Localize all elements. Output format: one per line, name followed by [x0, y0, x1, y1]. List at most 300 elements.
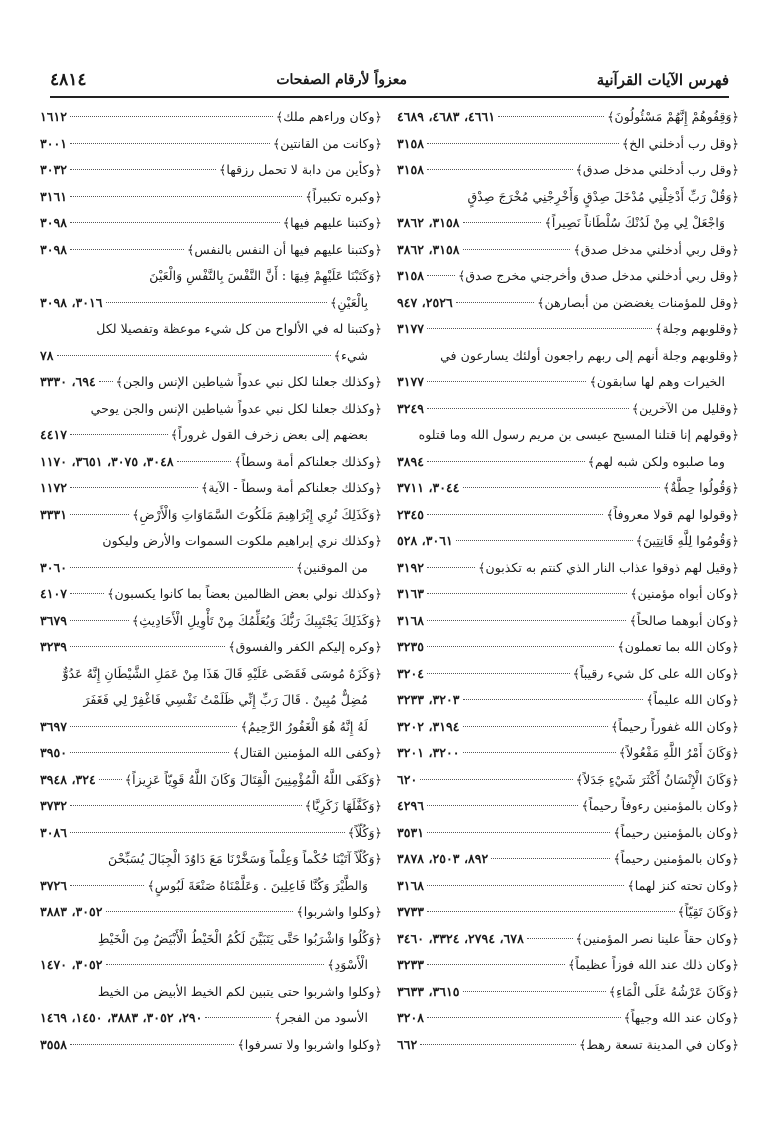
- entry-line: [397, 555, 739, 582]
- page-refs: ٣١٦١: [40, 188, 68, 204]
- index-entry: [397, 502, 739, 529]
- index-entry: [40, 608, 382, 635]
- dot-leader: [70, 249, 184, 250]
- verse-text: ﴿وكلوا واشربوا﴾: [296, 904, 382, 919]
- entry-line: [397, 687, 739, 714]
- verse-text: ﴿وَكَانَ تَقِيّاً﴾: [677, 904, 739, 919]
- page-refs: ٣١٧٧: [397, 321, 425, 336]
- entry-line: [40, 1005, 382, 1032]
- verse-text: ﴿وكان بالمؤمنين رءوفاً رحيماً﴾: [581, 798, 739, 813]
- page-refs: ٤٤١٧: [40, 427, 68, 442]
- verse-text: لَهُ إِنَّهُ هُوَ الْغَفُورُ الرَّحِيمُ﴾: [240, 718, 368, 734]
- page-refs: ٦٢٠: [397, 771, 418, 787]
- dot-leader: [427, 832, 610, 833]
- entry-line: [40, 899, 382, 926]
- page-refs: ٣١٩٢: [397, 559, 425, 575]
- page-refs: ٣١٩٤، ٣٢٠٢: [397, 718, 460, 734]
- index-entry: [397, 873, 739, 900]
- verse-text: ﴿وَقُولُوا حِطَّةٌ﴾: [662, 480, 739, 495]
- index-entry: [40, 926, 382, 979]
- entry-line: [40, 714, 382, 741]
- verse-text: ﴿وكذلك جعلناكم أمة وسطاً - الآية﴾: [201, 480, 382, 495]
- dot-leader: [463, 249, 571, 250]
- index-entry: [40, 502, 382, 529]
- page-refs: ٣٢٣٣: [397, 957, 425, 972]
- index-entry: [397, 793, 739, 820]
- dot-leader: [70, 143, 270, 144]
- entry-line: [40, 793, 382, 820]
- verse-text: ﴿وقلوبهم وجلة﴾: [654, 321, 739, 336]
- index-entry: [40, 131, 382, 158]
- page-refs: ٣٧٣٢: [40, 798, 68, 813]
- index-entry: [397, 714, 739, 741]
- verse-text: بِالْعَيْنِ﴾: [329, 294, 368, 310]
- entry-line: [397, 873, 739, 900]
- dot-leader: [70, 646, 225, 647]
- page-refs: ٣٧٢٦: [40, 877, 68, 893]
- index-entry: [397, 237, 739, 264]
- verse-text: ﴿وقليل من الآخرين﴾: [631, 400, 739, 416]
- index-entry: [397, 1032, 739, 1059]
- dot-leader: [463, 726, 608, 727]
- index-entry: [397, 184, 739, 237]
- entry-line: [40, 104, 382, 131]
- page-refs: ٣٠٥٢، ١٤٧٠: [40, 957, 103, 972]
- entry-line: [397, 793, 739, 820]
- index-entry: [397, 475, 739, 502]
- index-entry: [397, 157, 739, 184]
- entry-line: [40, 820, 382, 847]
- dot-leader: [463, 752, 616, 753]
- index-entry: [397, 634, 739, 661]
- dot-leader: [70, 487, 198, 488]
- dot-leader: [427, 620, 626, 621]
- index-entry: [397, 422, 739, 475]
- verse-text: ﴿وكذلك جعلنا لكل نبي عدواً شياطين الإنس والجن يوحي: [90, 400, 382, 416]
- page-refs: ٦٦٢: [397, 1036, 418, 1052]
- dot-leader: [70, 1044, 234, 1045]
- dot-leader: [70, 434, 168, 435]
- index-entry: [397, 740, 739, 767]
- dot-leader: [205, 1017, 271, 1018]
- verse-text: وَاجْعَلْ لِي مِنْ لَدُنْكَ سُلْطَاناً نَصِيراً﴾: [544, 215, 725, 230]
- entry-line: [397, 502, 739, 529]
- verse-text: ﴿وكان الله على كل شيء رقيباً﴾: [572, 665, 739, 681]
- verse-text: مُضِلٌّ مُبِينٌ . قَالَ رَبِّ إِنِّي ظَلَمْتُ نَفْسِي فَاغْفِرْ لِي فَغَفَرَ: [83, 692, 368, 707]
- index-entry: [397, 528, 739, 555]
- entry-line: [397, 237, 739, 264]
- page-refs: ٣٦٩٧: [40, 718, 68, 734]
- entry-line: [40, 1032, 382, 1059]
- index-entry: [40, 1032, 382, 1059]
- entry-line: [397, 608, 739, 635]
- index-entry: [40, 767, 382, 794]
- dot-leader: [427, 514, 603, 515]
- verse-text: ﴿وَكَذَلِكَ يَجْتَبِيكَ رَبُّكَ وَيُعَلِّمُكَ مِنْ تَأْوِيلِ الْأَحَادِيثِ﴾: [131, 612, 382, 628]
- verse-text: ﴿وكان بالمؤمنين رحيماً﴾: [613, 824, 739, 840]
- verse-text: ﴿وقل ربي أدخلني مدخل صدق﴾: [573, 241, 739, 257]
- entry-line: [397, 157, 739, 184]
- entry-line: [40, 502, 382, 529]
- dot-leader: [427, 911, 674, 912]
- dot-leader: [70, 885, 144, 886]
- index-entry: [40, 316, 382, 369]
- verse-text: ﴿وقلوبهم وجلة أنهم إلى ربهم راجعون أولئك يسارعون في: [440, 347, 739, 363]
- entry-line: [397, 581, 739, 608]
- page-refs: ٣١٧٧: [397, 374, 425, 389]
- index-entry: [40, 263, 382, 316]
- index-entry: [397, 396, 739, 423]
- entry-line: [40, 555, 382, 582]
- index-entry: [40, 475, 382, 502]
- entry-line: [40, 210, 382, 237]
- entry-line: [397, 369, 739, 396]
- entry-line: [40, 449, 382, 476]
- entry-line: [40, 767, 382, 794]
- dot-leader: [177, 461, 232, 462]
- dot-leader: [70, 620, 129, 621]
- verse-text: ﴿وكان الله عليماً﴾: [646, 692, 739, 707]
- index-entry: [397, 979, 739, 1006]
- page-refs: ٣٠٩٨: [40, 241, 68, 257]
- verse-text: ﴿وكأين من دابة لا تحمل رزقها﴾: [219, 162, 382, 177]
- verse-text: ﴿وكلوا واشربوا ولا تسرفوا﴾: [237, 1036, 382, 1052]
- entry-line: [397, 449, 739, 476]
- dot-leader: [70, 567, 293, 568]
- verse-text: ﴿وقل ربي أدخلني مدخل صدق وأخرجني مخرج صدق﴾: [457, 268, 739, 283]
- dot-leader: [70, 222, 280, 223]
- page-refs: ٣١٦٨: [397, 877, 425, 893]
- verse-text: ﴿وكان حقاً علينا نصر المؤمنين﴾: [575, 930, 739, 946]
- verse-text: وَالطَّيْرَ وَكُنَّا فَاعِلِينَ . وَعَلَّمْنَاهُ صَنْعَةَ لَبُوسٍ﴾: [147, 877, 368, 893]
- page-refs: ٣٢٣٥: [397, 639, 425, 654]
- page-refs: ٣١٥٨: [397, 268, 425, 283]
- index-entry: [397, 661, 739, 688]
- dot-leader: [70, 832, 345, 833]
- verse-text: ﴿وكان أبواه مؤمنين﴾: [630, 586, 739, 601]
- dot-leader: [427, 275, 455, 276]
- page-refs: ٢٥٢٦، ٩٤٧: [397, 294, 453, 310]
- page-refs: ٣٢٤٩: [397, 400, 425, 416]
- entry-line: [397, 952, 739, 979]
- verse-text: ﴿وَكَانَ الْإِنْسَانُ أَكْثَرَ شَيْءٍ جَدَلاً﴾: [575, 771, 739, 787]
- entry-line: [40, 634, 382, 661]
- entry-line: [397, 316, 739, 343]
- dot-leader: [427, 805, 578, 806]
- index-columns: [32, 104, 747, 1058]
- entry-line: [40, 369, 382, 396]
- index-entry: [397, 767, 739, 794]
- entry-line: [397, 846, 739, 873]
- dot-leader: [456, 540, 633, 541]
- dot-leader: [427, 567, 475, 568]
- dot-leader: [70, 116, 273, 117]
- verse-text: ﴿وكان بالمؤمنين رحيماً﴾: [613, 851, 739, 866]
- verse-text: شيء﴾: [333, 347, 368, 363]
- index-entry: [40, 237, 382, 264]
- verse-text: بعضهم إلى بعض زخرف القول غروراً﴾: [170, 427, 368, 442]
- index-entry: [397, 846, 739, 873]
- dot-leader: [427, 381, 586, 382]
- dot-leader: [99, 779, 122, 780]
- verse-text: ﴿وقولهم إنا قتلنا المسيح عيسى بن مريم رسول الله وما قتلوه: [418, 427, 739, 442]
- page-refs: ٣٠٩٨: [40, 215, 68, 230]
- verse-text: ﴿وَكَفَّلَهَا زَكَرِيَّا﴾: [304, 798, 382, 813]
- verse-text: ﴿وكذلك جعلناكم أمة وسطاً﴾: [234, 453, 382, 469]
- entry-line: [397, 104, 739, 131]
- index-entry: [40, 449, 382, 476]
- verse-text: ﴿وكتبنا عليهم فيها﴾: [282, 215, 382, 230]
- entry-line: [40, 290, 382, 317]
- dot-leader: [427, 964, 565, 965]
- page-refs: ١١٧٢: [40, 480, 68, 495]
- page-refs: ٣٠٤٨، ٣٠٧٥، ٣٦٥١، ١١٧٠: [40, 453, 174, 469]
- entry-line: [40, 581, 382, 608]
- dot-leader: [527, 938, 573, 939]
- page-refs: ٨٩٢، ٢٥٠٣، ٣٨٧٨: [397, 851, 489, 866]
- dot-leader: [57, 355, 331, 356]
- dot-leader: [498, 116, 604, 117]
- verse-text: ﴿وقل للمؤمنات يغضضن من أبصارهن﴾: [537, 294, 739, 310]
- page-number: ٤٨١٤: [50, 70, 87, 90]
- dot-leader: [106, 964, 325, 965]
- page-refs: ٣١٥٨: [397, 135, 425, 151]
- dot-leader: [106, 302, 327, 303]
- page-refs: ٣٠٥٢، ٣٨٨٣: [40, 904, 103, 919]
- verse-text: ﴿وكفى الله المؤمنين القتال﴾: [232, 745, 382, 760]
- verse-text: ﴿وَكَتَبْنَا عَلَيْهِمْ فِيهَا : أَنَّ النَّفْسَ بِالنَّفْسِ وَالْعَيْنَ: [149, 268, 382, 283]
- index-entry: [40, 396, 382, 449]
- index-subtitle: معزواً لأرقام الصفحات: [276, 72, 407, 88]
- verse-text: ﴿وقيل لهم ذوقوا عذاب النار الذي كنتم به تكذبون﴾: [478, 559, 739, 575]
- entry-line: [40, 740, 382, 767]
- page-refs: ٦٩٤، ٣٣٣٠: [40, 374, 96, 389]
- entry-line: [397, 714, 739, 741]
- dot-leader: [427, 408, 629, 409]
- verse-text: الْأَسْوَدِ﴾: [327, 957, 368, 972]
- verse-text: ﴿وَكَانَ أَمْرُ اللَّهِ مَفْعُولاً﴾: [618, 745, 739, 760]
- index-entry: [40, 793, 382, 820]
- verse-text: وما صلبوه ولكن شبه لهم﴾: [587, 453, 725, 469]
- index-entry: [397, 263, 739, 290]
- entry-line: [40, 873, 382, 900]
- dot-leader: [70, 805, 302, 806]
- index-entry: [397, 899, 739, 926]
- entry-line: [397, 899, 739, 926]
- dot-leader: [427, 143, 619, 144]
- index-entry: [40, 104, 382, 131]
- dot-leader: [420, 1044, 576, 1045]
- page-refs: ٣٠١٦، ٣٠٩٨: [40, 294, 103, 310]
- entry-line: [397, 767, 739, 794]
- entry-line: [397, 1005, 739, 1032]
- page-refs: ٣١٥٨، ٣٨٦٢: [397, 241, 460, 257]
- index-entry: [397, 343, 739, 396]
- verse-text: ﴿وكان ذلك عند الله فوزاً عظيماً﴾: [567, 957, 739, 972]
- page-refs: ٦٧٨، ٢٧٩٤، ٣٣٢٤، ٣٤٦٠: [397, 930, 524, 946]
- page-refs: ٣٥٥٨: [40, 1036, 68, 1052]
- index-entry: [40, 581, 382, 608]
- page-header: [32, 66, 747, 94]
- dot-leader: [70, 752, 229, 753]
- page-refs: ٣٨٩٤: [397, 453, 425, 469]
- entry-line: [397, 1032, 739, 1059]
- index-entry: [40, 820, 382, 847]
- verse-text: ﴿وكذلك جعلنا لكل نبي عدواً شياطين الإنس والجن﴾: [115, 374, 382, 389]
- index-entry: [397, 581, 739, 608]
- index-entry: [40, 210, 382, 237]
- verse-text: ﴿وكان وراءهم ملك﴾: [275, 109, 382, 124]
- verse-text: ﴿وكره إليكم الكفر والفسوق﴾: [228, 639, 382, 654]
- verse-text: ﴿وكذلك نولي بعض الظالمين بعضاً بما كانوا يكسبون﴾: [107, 586, 382, 601]
- page-refs: ٣٣٣١: [40, 506, 68, 522]
- index-entry: [397, 687, 739, 714]
- index-entry: [397, 131, 739, 158]
- page-refs: ٣٠٦٠: [40, 559, 68, 575]
- verse-text: ﴿وكلوا واشربوا حتى يتبين لكم الخيط الأبيض من الخيط: [97, 983, 382, 999]
- dot-leader: [463, 699, 644, 700]
- verse-text: ﴿وقولوا لهم قولا معروفاً﴾: [606, 506, 739, 522]
- entry-line: [397, 263, 739, 290]
- dot-leader: [463, 222, 542, 223]
- dot-leader: [70, 196, 302, 197]
- dot-leader: [70, 169, 216, 170]
- left-column: [40, 104, 382, 1058]
- page-refs: ٣١٦٨: [397, 612, 425, 628]
- entry-line: [397, 820, 739, 847]
- entry-line: [397, 661, 739, 688]
- page-refs: ٣٢٠٠، ٣٢٠١: [397, 745, 460, 760]
- page-refs: ٣٧٣٣: [397, 904, 425, 919]
- right-column: [397, 104, 739, 1058]
- page-refs: ٣٢٠٤: [397, 665, 425, 681]
- index-entry: [397, 926, 739, 953]
- index-entry: [397, 1005, 739, 1032]
- index-entry: [40, 740, 382, 767]
- index-entry: [397, 316, 739, 343]
- page-refs: ٣٢٣٩: [40, 639, 68, 654]
- entry-line: [40, 608, 382, 635]
- verse-text: ﴿وكتبنا عليهم فيها أن النفس بالنفس﴾: [187, 241, 382, 257]
- page-refs: ٣٠٦١، ٥٢٨: [397, 533, 453, 548]
- verse-text: ﴿وَكَزَهُ مُوسَى فَقَضَى عَلَيْهِ قَالَ هَذَا مِنْ عَمَلِ الشَّيْطَانِ إِنَّهُ عَدُوٌّ: [62, 665, 382, 681]
- entry-line: [397, 740, 739, 767]
- verse-text: الخيرات وهم لها سابقون﴾: [589, 374, 725, 389]
- verse-text: ﴿وَقُلْ رَبِّ أَدْخِلْنِي مُدْخَلَ صِدْقٍ وَأَخْرِجْنِي مُخْرَجَ صِدْقٍ: [467, 188, 739, 204]
- verse-text: ﴿وكان في المدينة تسعة رهط﴾: [579, 1036, 739, 1052]
- index-entry: [40, 634, 382, 661]
- header-rule: [50, 96, 729, 98]
- verse-text: ﴿وَكَذَلِكَ نُرِي إِبْرَاهِيمَ مَلَكُوتَ السَّمَاوَاتِ وَالْأَرْضِ﴾: [132, 506, 382, 522]
- verse-text: ﴿وقل رب أدخلني الخ﴾: [621, 135, 739, 151]
- entry-line: [397, 475, 739, 502]
- dot-leader: [456, 302, 534, 303]
- index-entry: [40, 979, 382, 1032]
- index-entry: [40, 184, 382, 211]
- verse-text: ﴿وكان تحته كنز لهما﴾: [627, 877, 739, 893]
- verse-text: ﴿وَقِفُوهُمْ إِنَّهُمْ مَسْئُولُونَ﴾: [607, 109, 739, 124]
- page-refs: ٣٩٥٠: [40, 745, 68, 760]
- verse-text: ﴿وقل رب أدخلني مدخل صدق﴾: [575, 162, 739, 177]
- index-title: فهرس الآيات القرآنية: [596, 71, 729, 89]
- index-entry: [40, 846, 382, 899]
- page-refs: ٤١٠٧: [40, 586, 68, 601]
- dot-leader: [427, 1017, 621, 1018]
- dot-leader: [427, 885, 624, 886]
- page-refs: ٢٣٤٥: [397, 506, 425, 522]
- dot-leader: [491, 858, 610, 859]
- index-entry: [40, 528, 382, 581]
- verse-text: ﴿وكتبنا له في الألواح من كل شيء موعظة وتفصيلا لكل: [96, 321, 382, 336]
- entry-line: [40, 157, 382, 184]
- index-entry: [40, 157, 382, 184]
- entry-line: [40, 343, 382, 370]
- dot-leader: [427, 461, 585, 462]
- verse-text: ﴿وكذلك نري إبراهيم ملكوت السموات والأرض وليكون: [102, 533, 382, 548]
- entry-line: [397, 528, 739, 555]
- page-refs: ٣٥٣١: [397, 824, 425, 840]
- entry-line: [397, 634, 739, 661]
- entry-line: [397, 926, 739, 953]
- page-refs: ٣١٥٨: [397, 162, 425, 177]
- dot-leader: [427, 169, 572, 170]
- page-refs: ٢٩٠، ٣٠٥٢، ٣٨٨٣، ١٤٥٠، ١٤٦٩: [40, 1010, 203, 1025]
- dot-leader: [99, 381, 113, 382]
- dot-leader: [463, 487, 660, 488]
- page-refs: ٣٢٤، ٣٩٤٨: [40, 771, 96, 787]
- entry-line: [40, 475, 382, 502]
- entry-line: [40, 131, 382, 158]
- verse-text: ﴿وكانت من القانتين﴾: [272, 135, 382, 151]
- index-entry: [397, 104, 739, 131]
- index-entry: [397, 608, 739, 635]
- index-entry: [397, 820, 739, 847]
- page-refs: ٤٦٦١، ٤٦٨٣، ٤٦٨٩: [397, 109, 496, 124]
- page-refs: ٣١٥٨، ٣٨٦٢: [397, 215, 460, 230]
- verse-text: ﴿وكان الله بما تعملون﴾: [617, 639, 739, 654]
- verse-text: ﴿وَكَانَ عَرْشُهُ عَلَى الْمَاءِ﴾: [608, 983, 739, 999]
- page-refs: ٣٠٤٤، ٣٧١١: [397, 480, 460, 495]
- verse-text: ﴿وكبره تكبيراً﴾: [305, 188, 382, 204]
- entry-line: [40, 237, 382, 264]
- index-entry: [397, 952, 739, 979]
- page-refs: ٧٨: [40, 347, 54, 363]
- dot-leader: [106, 911, 294, 912]
- entry-line: [397, 290, 739, 317]
- page-refs: ٤٢٩٦: [397, 798, 425, 813]
- verse-text: ﴿وكان الله غفوراً رحيماً﴾: [610, 718, 739, 734]
- index-entry: [40, 899, 382, 926]
- dot-leader: [70, 593, 104, 594]
- dot-leader: [463, 991, 606, 992]
- page-refs: ٣٠٣٢: [40, 162, 68, 177]
- dot-leader: [427, 673, 570, 674]
- entry-line: [40, 952, 382, 979]
- page-refs: ٣٦١٥، ٣٦٣٣: [397, 983, 460, 999]
- verse-text: من الموقنين﴾: [295, 559, 368, 575]
- verse-text: ﴿وَكُلّاً آتَيْنَا حُكْماً وَعِلْماً وَسَخَّرْنَا مَعَ دَاوُدَ الْجِبَالَ يُسَبِّحْنَ: [108, 851, 382, 866]
- verse-text: ﴿وكان أبوهما صالحاً﴾: [629, 612, 739, 628]
- verse-text: ﴿وكان عند الله وجيهاً﴾: [623, 1010, 739, 1025]
- entry-line: [397, 396, 739, 423]
- entry-line: [40, 184, 382, 211]
- index-entry: [40, 369, 382, 396]
- dot-leader: [427, 646, 614, 647]
- dot-leader: [70, 726, 237, 727]
- index-entry: [397, 290, 739, 317]
- entry-line: [397, 979, 739, 1006]
- page-refs: ٣١٦٣: [397, 586, 425, 601]
